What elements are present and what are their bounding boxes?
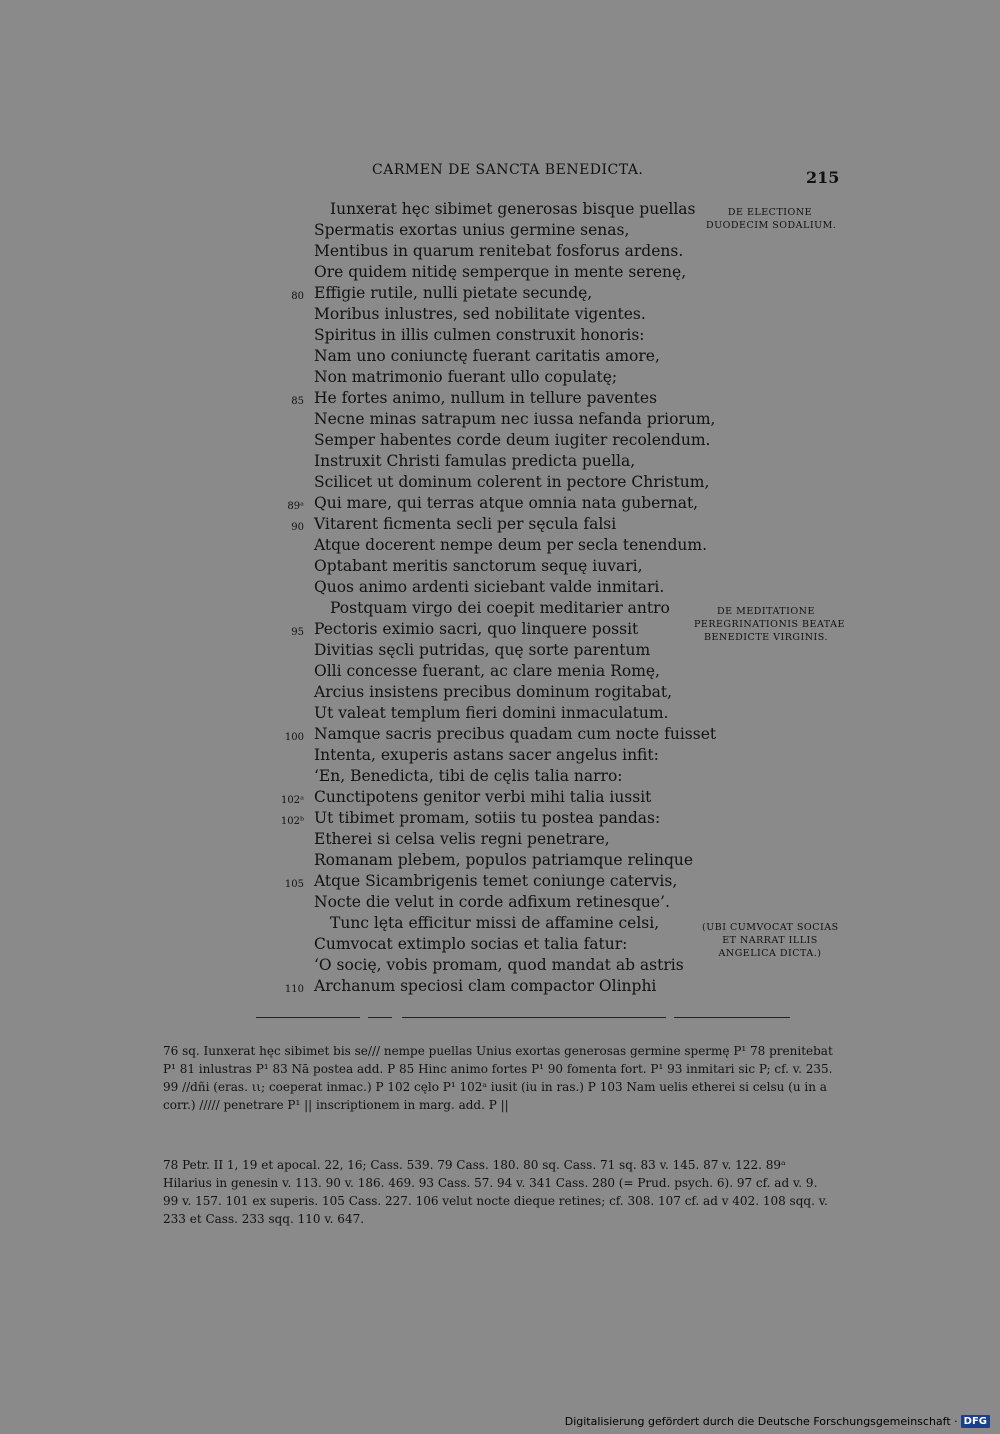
side-note-line: (UBI CUMVOCAT SOCIAS	[702, 922, 839, 933]
verse-line	[291, 388, 716, 409]
verse-line	[314, 199, 716, 220]
side-note-line: DE ELECTIONE	[727, 207, 813, 218]
verse-text: Non matrimonio fuerant ullo copulatę;	[314, 368, 618, 386]
verse-line	[314, 430, 716, 451]
verse-line	[314, 766, 716, 787]
verse-text: Vitarent ficmenta secli per sęcula falsi	[314, 515, 617, 533]
verse-text: Instruxit Christi famulas predicta puella,	[314, 452, 636, 470]
dfg-logo-icon: DFG	[961, 1415, 990, 1428]
verse-text: Ore quidem nitidę semperque in mente serenę,	[314, 263, 687, 281]
digitization-footer	[565, 1415, 990, 1428]
verse-line	[314, 346, 716, 367]
verse-block	[280, 199, 717, 997]
line-number: 90	[291, 522, 304, 533]
line-number: 110	[284, 984, 304, 995]
line-number: 89ᵃ	[287, 501, 304, 512]
verse-line	[314, 934, 716, 955]
side-note-line: BENEDICTE VIRGINIS.	[704, 632, 828, 643]
verse-text: Optabant meritis sanctorum sequę iuvari,	[314, 557, 643, 575]
verse-text: Moribus inlustres, sed nobilitate vigentes.	[314, 305, 646, 323]
verse-line	[314, 577, 716, 598]
verse-text: Spiritus in illis culmen construxit honoris:	[314, 326, 645, 344]
verse-line	[314, 682, 716, 703]
verse-text: Nam uno coniunctę fuerant caritatis amore,	[314, 347, 660, 365]
side-note-line: DUODECIM SODALIUM.	[706, 220, 837, 231]
verse-text: Atque Sicambrigenis temet coniunge catervis,	[314, 872, 678, 890]
verse-line	[314, 640, 716, 661]
side-note-line: ET NARRAT ILLIS	[722, 935, 818, 946]
verse-line	[280, 808, 716, 829]
verse-line	[291, 514, 716, 535]
verse-text: Namque sacris precibus quadam cum nocte fuisset	[314, 725, 717, 743]
verse-text: Ut tibimet promam, sotiis tu postea pandas:	[314, 809, 661, 827]
verse-line	[284, 976, 716, 997]
line-number: 102ᵃ	[281, 795, 304, 806]
verse-text: Divitias sęcli putridas, quę sorte parentum	[314, 641, 651, 659]
verse-line	[314, 661, 716, 682]
page-number: 215	[806, 168, 840, 187]
verse-text: He fortes animo, nullum in tellure paventes	[314, 389, 658, 407]
verse-line	[291, 619, 716, 640]
line-number: 105	[284, 879, 304, 890]
verse-line	[314, 745, 716, 766]
line-number: 95	[291, 627, 304, 638]
sources-paragraph: 78 Petr. II 1, 19 et apocal. 22, 16; Cass. 539. 79 Cass. 180. 80 sq. Cass. 71 sq. 83 v. 145. 87 v. 122. 89ᵃ Hilarius in genesin v. 113. 90 v. 186. 469. 93 Cass. 57. 94 v. 341 Cass. 280 (= Prud. psych. 6). 97 cf. ad v. 9. 99 v. 157. 101 ex superis. 105 Cass. 227. 106 velut nocte dieque retines; cf. 308. 107 cf. ad v 402. 108 sqq. v. 233 et Cass. 233 sqq. 110 v. 647.	[163, 1158, 828, 1226]
line-number: 80	[291, 291, 304, 302]
verse-text: Nocte die velut in corde adfixum retinesque’.	[314, 893, 670, 911]
verse-text: Arcius insistens precibus dominum rogitabat,	[314, 683, 673, 701]
verse-text: Atque docerent nempe deum per secla tenendum.	[314, 536, 707, 554]
side-note-election	[706, 206, 837, 232]
apparatus-paragraph: 76 sq. Iunxerat hęc sibimet bis se/// nempe puellas Unius exortas generosas germine spermę P¹ 78 prenitebat P¹ 81 inlustras P¹ 83 Nā postea add. P 85 Hinc animo fortes P¹ 90 fomenta fort. P¹ 93 inmitari sic P; cf. v. 235. 99 //dñi (eras. ιι; coeperat inmac.) P 102 cęlo P¹ 102ᵃ iusit (iu in ras.) P 103 Nam uelis etherei si celsu (u in a corr.) ///// penetrare P¹ || inscriptionem in marg. add. P ||	[163, 1044, 833, 1112]
verse-line	[314, 913, 716, 934]
line-number: 100	[284, 732, 304, 743]
verse-text: Tunc lęta efficitur missi de affamine celsi,	[330, 914, 660, 932]
verse-line	[281, 787, 716, 808]
side-note-cumvocat	[702, 921, 838, 960]
verse-text: Iunxerat hęc sibimet generosas bisque puellas	[330, 200, 696, 218]
verse-text: Cumvocat extimplo socias et talia fatur:	[314, 935, 628, 953]
verse-line	[314, 955, 716, 976]
verse-line	[314, 241, 716, 262]
line-number: 102ᵇ	[280, 816, 304, 827]
verse-text: Olli concesse fuerant, ac clare menia Romę,	[314, 662, 660, 680]
verse-line	[314, 367, 716, 388]
verse-text: Mentibus in quarum renitebat fosforus ardens.	[314, 242, 684, 260]
verse-line	[291, 283, 716, 304]
verse-text: ‘En, Benedicta, tibi de cęlis talia narro:	[314, 767, 623, 785]
verse-line	[314, 220, 716, 241]
verse-text: Archanum speciosi clam compactor Olinphi	[314, 977, 657, 995]
verse-line	[287, 493, 716, 514]
verse-text: Intenta, exuperis astans sacer angelus infit:	[314, 746, 659, 764]
line-number: 85	[291, 396, 304, 407]
verse-line	[314, 409, 716, 430]
side-note-line: ANGELICA DICTA.)	[718, 948, 822, 959]
verse-line	[314, 829, 716, 850]
verse-line	[314, 325, 716, 346]
verse-line	[314, 556, 716, 577]
verse-text: Scilicet ut dominum colerent in pectore Christum,	[314, 473, 710, 491]
side-note-line: PEREGRINATIONIS BEATAE	[694, 619, 845, 630]
side-note-line: DE MEDITATIONE	[717, 606, 815, 617]
verse-line	[314, 892, 716, 913]
verse-text: ‘O socię, vobis promam, quod mandat ab astris	[314, 956, 684, 974]
verse-text: Spermatis exortas unius germine senas,	[314, 221, 630, 239]
verse-text: Romanam plebem, populos patriamque relinque	[314, 851, 694, 869]
verse-text: Semper habentes corde deum iugiter recolendum.	[314, 431, 711, 449]
verse-text: Effigie rutile, nulli pietate secundę,	[314, 284, 593, 302]
critical-apparatus	[163, 1042, 833, 1114]
verse-line	[314, 262, 716, 283]
verse-line	[284, 871, 716, 892]
verse-text: Etherei si celsa velis regni penetrare,	[314, 830, 610, 848]
source-references	[163, 1156, 833, 1228]
verse-text: Postquam virgo dei coepit meditarier antro	[330, 599, 670, 617]
verse-line	[314, 703, 716, 724]
verse-line	[314, 598, 716, 619]
verse-line	[314, 850, 716, 871]
verse-line	[314, 451, 716, 472]
verse-line	[284, 724, 717, 745]
footer-text: Digitalisierung gefördert durch die Deutsche Forschungsgemeinschaft ·	[564, 1415, 958, 1428]
verse-text: Quos animo ardenti siciebant valde inmitari.	[314, 578, 665, 596]
verse-text: Cunctipotens genitor verbi mihi talia iussit	[314, 788, 652, 806]
side-note-meditation	[694, 605, 845, 644]
verse-line	[314, 535, 716, 556]
verse-line	[314, 472, 716, 493]
separator-rule	[256, 1017, 790, 1019]
running-title: CARMEN DE SANCTA BENEDICTA.	[372, 162, 644, 178]
verse-text: Qui mare, qui terras atque omnia nata gubernat,	[314, 494, 699, 512]
verse-line	[314, 304, 716, 325]
verse-text: Ut valeat templum fieri domini inmaculatum.	[314, 704, 669, 722]
verse-text: Pectoris eximio sacri, quo linquere possit	[314, 620, 639, 638]
verse-text: Necne minas satrapum nec iussa nefanda priorum,	[314, 410, 716, 428]
